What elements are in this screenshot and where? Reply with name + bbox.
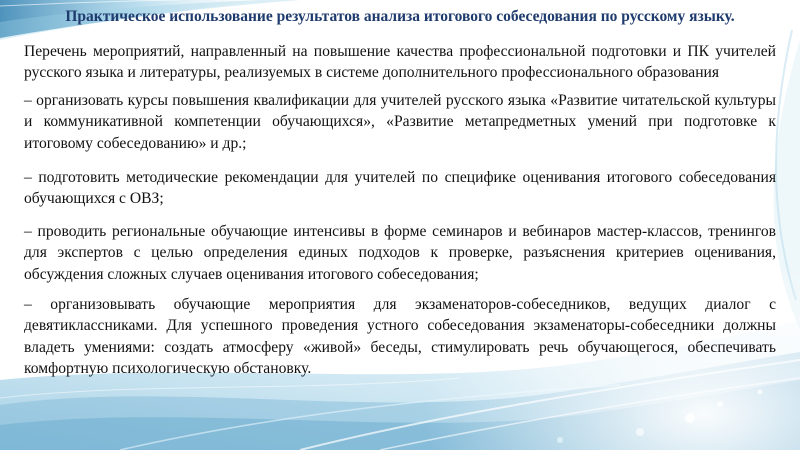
- list-item: – подготовить методические рекомендации для учителей по специфике оценивания итогового собеседования обучающихся с ОВЗ;: [24, 169, 776, 208]
- list-item: – организовать курсы повышения квалификации для учителей русского языка «Развитие читательской культуры и коммуникативной компетенции обучающихся», «Развитие метапредметных умений при подготовке к итоговому собеседованию» и др.;: [24, 91, 776, 152]
- list-item: – организовывать обучающие мероприятия для экзаменаторов-собеседников, ведущих диалог с девятиклассниками. Для успешного проведения устного собеседования экзаменаторы-собеседники должны владеть умениями: создать атмосферу «живой» беседы, стимулировать речь обучающегося, обеспечивать комфортную психологическую обстановку.: [24, 296, 776, 378]
- slide-body: [24, 41, 776, 380]
- list-item: – проводить региональные обучающие интенсивы в форме семинаров и вебинаров мастер-классов, тренингов для экспертов с целью определения единых подходов к проверке, разъяснения критериев оценивания, обсуждения сложных случаев оценивания итогового собеседования;: [24, 222, 776, 283]
- slide-title: Практическое использование результатов анализа итогового собеседования по русскому языку.: [65, 8, 735, 25]
- intro-paragraph: Перечень мероприятий, направленный на повышение качества профессиональной подготовки и ПК учителей русского языка и литературы, реализуемых в системе дополнительного профессионального образования: [24, 43, 776, 82]
